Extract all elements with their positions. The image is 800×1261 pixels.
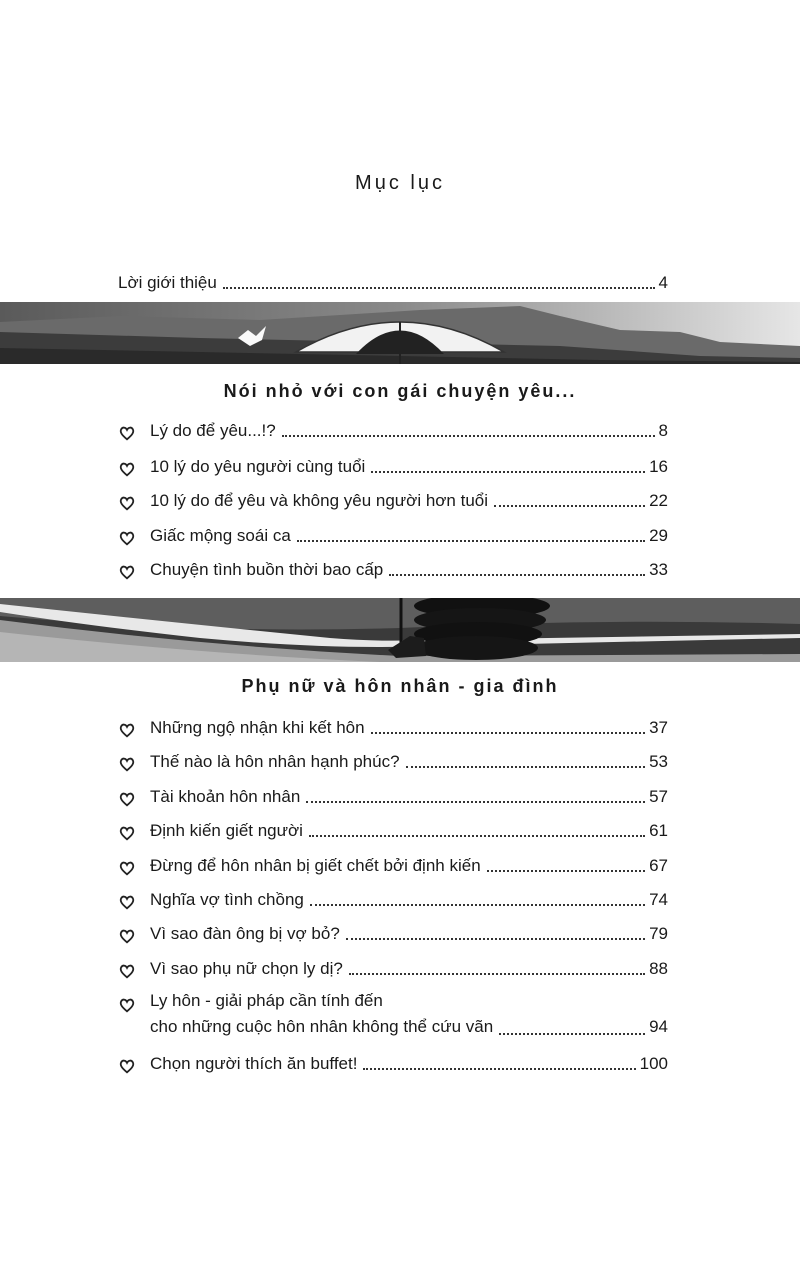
toc-entry[interactable] [150,958,668,980]
toc-entry-label: Định kiến giết người [150,821,303,840]
heart-outline-icon [118,996,136,1014]
toc-entry[interactable] [150,717,668,739]
heart-outline-icon [118,1057,136,1075]
toc-entry-page: 74 [649,890,668,909]
heart-outline-icon [118,790,136,808]
toc-entry[interactable] [150,923,668,945]
dot-leader [371,732,645,734]
toc-entry-label: Chuyện tình buồn thời bao cấp [150,560,384,579]
beach-shore-photo [0,598,800,662]
toc-entry[interactable] [150,525,668,547]
toc-entry-page: 88 [649,959,668,978]
toc-entry[interactable] [150,1053,668,1075]
dot-leader [306,801,645,803]
toc-entry-page: 33 [649,560,668,579]
toc-entry-label: 10 lý do để yêu và không yêu người hơn tuổi [150,491,489,510]
toc-entry-label: Vì sao phụ nữ chọn ly dị? [150,959,343,978]
beach-umbrella-photo [0,302,800,364]
toc-entry-label: Thế nào là hôn nhân hạnh phúc? [150,752,400,771]
toc-entry[interactable] [150,456,668,478]
toc-entry-label: Chọn người thích ăn buffet! [150,1054,358,1073]
toc-entry-intro[interactable] [118,272,668,294]
toc-entry-page: 79 [649,924,668,943]
toc-entry-label: Đừng để hôn nhân bị giết chết bởi định kiến [150,856,481,875]
toc-entry-multiline[interactable] [150,988,668,1040]
dot-leader [494,505,645,507]
heart-outline-icon [118,962,136,980]
heart-outline-icon [118,424,136,442]
heart-outline-icon [118,893,136,911]
dot-leader [297,540,645,542]
toc-entry-page: 100 [639,1054,668,1073]
heart-outline-icon [118,529,136,547]
dot-leader [389,574,645,576]
toc-entry-label: Những ngộ nhận khi kết hôn [150,718,365,737]
toc-entry[interactable] [150,420,668,442]
heart-outline-icon [118,494,136,512]
dot-leader [371,471,645,473]
toc-entry-label: Lời giới thiệu [118,273,217,292]
toc-entry-label: Giấc mộng soái ca [150,526,291,545]
dot-leader [346,938,645,940]
beach-shore-illustration [0,598,800,662]
toc-entry[interactable] [150,820,668,842]
toc-entry[interactable] [150,786,668,808]
dot-leader [487,870,645,872]
dot-leader [223,287,655,289]
toc-entry-label-line2: cho những cuộc hôn nhân không thể cứu vãn [150,1017,494,1036]
heart-outline-icon [118,563,136,581]
heart-outline-icon [118,824,136,842]
heart-outline-icon [118,755,136,773]
toc-entry-label: Tài khoản hôn nhân [150,787,301,806]
toc-entry-label: 10 lý do yêu người cùng tuổi [150,457,366,476]
toc-entry-label: Vì sao đàn ông bị vợ bỏ? [150,924,340,943]
toc-entry-page: 8 [658,421,668,440]
dot-leader [406,766,646,768]
toc-entry-page: 94 [649,1017,668,1036]
toc-entry-page: 61 [649,821,668,840]
page-title: Mục lục [355,172,445,194]
toc-entry[interactable] [150,751,668,773]
toc-entry-page: 22 [649,491,668,510]
toc-entry[interactable] [150,889,668,911]
toc-entry-page: 53 [649,752,668,771]
toc-entry-page: 37 [649,718,668,737]
toc-entry-page: 57 [649,787,668,806]
toc-entry-page: 4 [658,273,668,292]
toc-entry-page: 16 [649,457,668,476]
toc-entry-page: 67 [649,856,668,875]
dot-leader [310,904,645,906]
toc-entry-label: Nghĩa vợ tình chồng [150,890,304,909]
toc-entry[interactable] [150,559,668,581]
toc-entry-label-line1: Ly hôn - giải pháp cần tính đến [150,991,383,1010]
heart-outline-icon [118,721,136,739]
beach-umbrella-illustration [0,302,800,364]
heart-outline-icon [118,859,136,877]
toc-entry-page: 29 [649,526,668,545]
heart-outline-icon [118,460,136,478]
heart-outline-icon [118,927,136,945]
toc-entry[interactable] [150,855,668,877]
section-heading-1: Nói nhỏ với con gái chuyện yêu... [223,381,577,401]
dot-leader [349,973,645,975]
dot-leader [282,435,655,437]
dot-leader [309,835,645,837]
toc-entry-label: Lý do để yêu...!? [150,421,276,440]
dot-leader [499,1033,645,1035]
section-heading-2: Phụ nữ và hôn nhân - gia đình [241,676,559,696]
toc-entry[interactable] [150,490,668,512]
dot-leader [363,1068,635,1070]
